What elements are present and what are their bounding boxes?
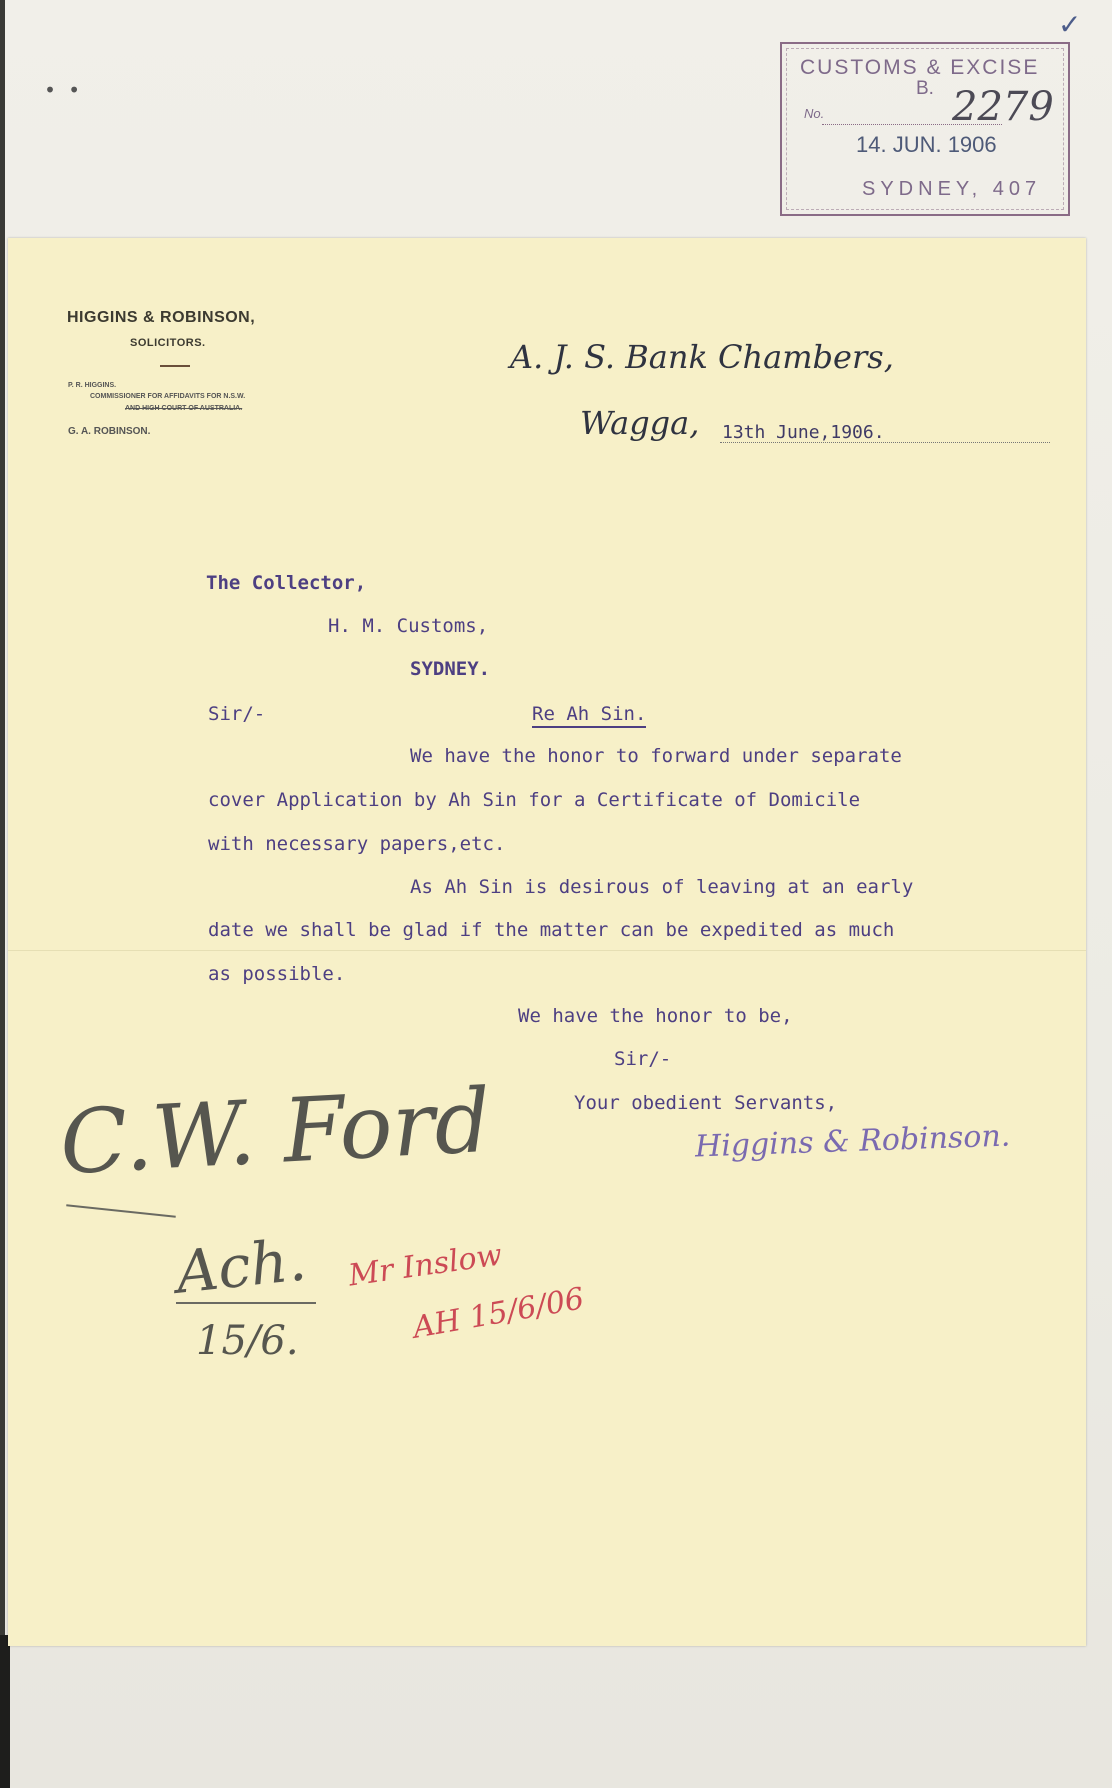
closing-line1: We have the honor to be,	[518, 1005, 793, 1027]
letter-fold	[8, 950, 1086, 951]
stamp-number-label: No.	[804, 106, 825, 121]
letter-date: 13th June,1906.	[722, 422, 885, 443]
closing-line2: Sir/-	[614, 1048, 672, 1070]
initial-underline	[176, 1302, 316, 1304]
recipient-line2: H. M. Customs,	[328, 615, 489, 637]
recipient-line1: The Collector,	[206, 572, 367, 594]
initial-signature: Ach.	[172, 1225, 310, 1307]
letter-sheet	[8, 238, 1086, 1646]
subject-line: Re Ah Sin.	[532, 703, 646, 728]
stamp-date: 14. JUN. 1906	[856, 132, 997, 157]
body-line-1: We have the honor to forward under separate	[410, 745, 902, 767]
binding-edge-bottom	[0, 1635, 10, 1788]
recipient-line3: SYDNEY.	[410, 658, 491, 680]
letterhead-partner1-title: COMMISSIONER FOR AFFIDAVITS FOR N.S.W.	[90, 393, 246, 400]
corner-mark: • •	[44, 78, 81, 102]
date-rule	[720, 442, 1050, 443]
binding-edge	[0, 0, 5, 1788]
address-place: Wagga,	[580, 404, 700, 442]
stamp-title: CUSTOMS & EXCISE	[800, 56, 1040, 79]
salutation: Sir/-	[208, 703, 266, 725]
address-chambers: A. J. S. Bank Chambers,	[510, 338, 894, 376]
stamp-city: SYDNEY, 407	[862, 178, 1042, 200]
letterhead-role: SOLICITORS.	[130, 337, 206, 349]
check-mark-icon: ✓	[1058, 8, 1082, 41]
body-line-5: date we shall be glad if the matter can be expedited as much	[208, 919, 895, 941]
body-line-2: cover Application by Ah Sin for a Certificate of Domicile	[208, 789, 861, 811]
stamp-prefix: B.	[916, 78, 934, 99]
letterhead-partner1: P. R. HIGGINS.	[68, 382, 117, 389]
body-line-4: As Ah Sin is desirous of leaving at an early	[410, 876, 914, 898]
firm-signature: Higgins & Robinson.	[694, 1118, 1011, 1165]
initial-date: 15/6.	[196, 1318, 299, 1364]
ford-signature: C.W. Ford	[57, 1068, 494, 1195]
red-annotation: Mr Inslow	[346, 1237, 505, 1294]
letterhead-partner1-struck: AND HIGH COURT OF AUSTRALIA.	[125, 405, 243, 412]
stamp-number: 2279	[952, 84, 1054, 130]
customs-stamp	[780, 42, 1070, 216]
letterhead-firm: HIGGINS & ROBINSON,	[67, 309, 256, 326]
body-line-3: with necessary papers,etc.	[208, 833, 506, 855]
body-line-6: as possible.	[208, 963, 346, 985]
letterhead-partner2: G. A. ROBINSON.	[68, 426, 151, 437]
letterhead-divider	[160, 365, 190, 367]
closing-line3: Your obedient Servants,	[574, 1092, 838, 1114]
red-initial-date: AH 15/6/06	[410, 1281, 587, 1346]
